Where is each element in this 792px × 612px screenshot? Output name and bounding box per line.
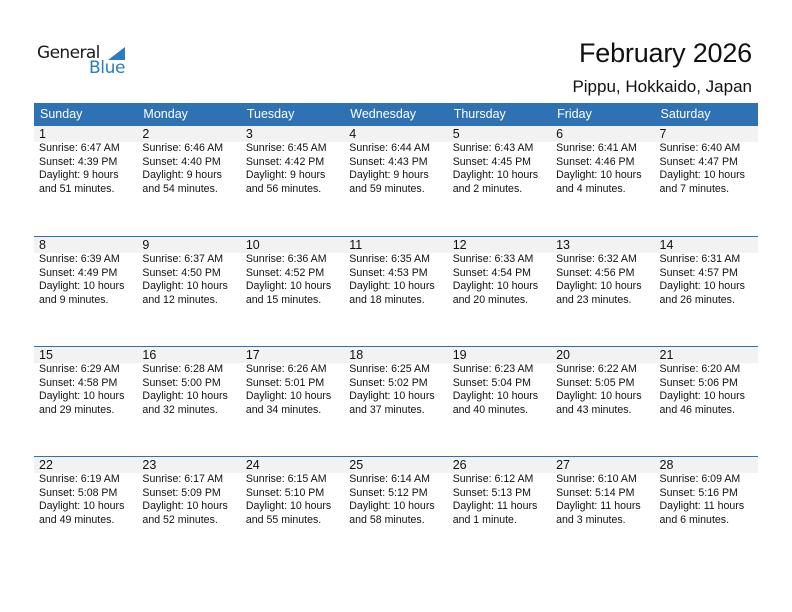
day-cell [551, 142, 654, 196]
day-cell [344, 142, 447, 196]
daylight-text: Daylight: 10 hours [349, 500, 435, 513]
day-number: 27 [556, 458, 571, 472]
daylight-text: Daylight: 9 hours [39, 169, 119, 182]
day-number: 21 [659, 348, 674, 362]
day-number: 25 [349, 458, 364, 472]
daylight-text: Daylight: 10 hours [245, 280, 332, 293]
daylight-text: and 34 minutes. [245, 403, 322, 416]
day-number: 23 [142, 458, 157, 472]
sunrise-text: Sunrise: 6:25 AM [349, 363, 430, 375]
daylight-text: and 49 minutes. [39, 513, 115, 526]
sunset-text: Sunset: 5:00 PM [142, 376, 221, 389]
daylight-text: Daylight: 10 hours [39, 390, 125, 403]
week-row [34, 236, 758, 346]
daylight-text: and 2 minutes. [452, 182, 523, 195]
page-title: February 2026 [578, 38, 752, 68]
logo-text-general: General [37, 43, 100, 63]
day-number: 12 [452, 238, 467, 252]
sunrise-text: Sunrise: 6:19 AM [39, 473, 120, 485]
dow-wednesday: Wednesday [350, 107, 417, 121]
sunrise-text: Sunrise: 6:09 AM [659, 473, 741, 485]
daylight-text: Daylight: 10 hours [452, 169, 539, 182]
sunset-text: Sunset: 5:14 PM [556, 486, 635, 499]
day-number-row [34, 347, 758, 363]
day-number-row [34, 126, 758, 142]
day-number: 9 [142, 238, 150, 252]
sunrise-text: Sunrise: 6:22 AM [556, 363, 637, 375]
daylight-text: and 18 minutes. [349, 293, 425, 306]
sunset-text: Sunset: 4:42 PM [245, 155, 325, 168]
logo [37, 43, 137, 79]
dow-friday: Friday [557, 107, 592, 121]
daylight-text: Daylight: 10 hours [39, 280, 125, 293]
sunrise-text: Sunrise: 6:29 AM [39, 363, 120, 375]
daylight-text: Daylight: 10 hours [452, 280, 539, 293]
daylight-text: Daylight: 10 hours [349, 280, 435, 293]
sunset-text: Sunset: 4:43 PM [349, 155, 428, 168]
daylight-text: Daylight: 10 hours [142, 280, 228, 293]
day-info-row [34, 363, 758, 417]
sunset-text: Sunset: 4:49 PM [39, 266, 118, 279]
day-number: 24 [245, 458, 260, 472]
daylight-text: Daylight: 9 hours [245, 169, 326, 182]
day-number: 16 [142, 348, 157, 362]
sunrise-text: Sunrise: 6:35 AM [349, 253, 430, 265]
sunset-text: Sunset: 4:54 PM [452, 266, 532, 279]
sunrise-text: Sunrise: 6:10 AM [556, 473, 637, 485]
day-cell [655, 253, 758, 307]
week-row [34, 346, 758, 456]
day-number: 5 [452, 127, 460, 141]
sunset-text: Sunset: 5:09 PM [142, 486, 221, 499]
sunset-text: Sunset: 4:39 PM [39, 155, 118, 168]
sunrise-text: Sunrise: 6:41 AM [556, 142, 637, 154]
daylight-text: and 23 minutes. [556, 293, 632, 306]
sunset-text: Sunset: 5:04 PM [452, 376, 532, 389]
sunrise-text: Sunrise: 6:15 AM [245, 473, 327, 485]
day-cell [241, 142, 344, 196]
day-of-week-header [34, 103, 758, 126]
sunset-text: Sunset: 4:40 PM [142, 155, 221, 168]
daylight-text: Daylight: 10 hours [556, 390, 642, 403]
week-row [34, 126, 758, 236]
day-cell [241, 253, 344, 307]
daylight-text: Daylight: 10 hours [659, 169, 745, 182]
sunrise-text: Sunrise: 6:17 AM [142, 473, 224, 485]
dow-tuesday: Tuesday [246, 107, 295, 121]
daylight-text: and 7 minutes. [659, 182, 730, 195]
sunset-text: Sunset: 4:46 PM [556, 155, 635, 168]
day-number: 1 [39, 127, 46, 141]
sunset-text: Sunset: 4:47 PM [659, 155, 738, 168]
sunrise-text: Sunrise: 6:39 AM [39, 253, 120, 265]
dow-saturday: Saturday [660, 107, 711, 121]
week-row [34, 456, 758, 566]
daylight-text: and 20 minutes. [452, 293, 529, 306]
dow-monday: Monday [143, 107, 188, 121]
daylight-text: and 58 minutes. [349, 513, 425, 526]
sunrise-text: Sunrise: 6:45 AM [245, 142, 327, 154]
sunset-text: Sunset: 5:12 PM [349, 486, 428, 499]
dow-sunday: Sunday [40, 107, 83, 121]
day-number: 10 [245, 238, 260, 252]
daylight-text: and 40 minutes. [452, 403, 529, 416]
day-number: 7 [659, 127, 667, 141]
sunrise-text: Sunrise: 6:14 AM [349, 473, 430, 485]
day-info-row [34, 473, 758, 527]
daylight-text: and 26 minutes. [659, 293, 735, 306]
daylight-text: Daylight: 11 hours [556, 500, 641, 513]
day-cell [241, 473, 344, 527]
day-number: 19 [452, 348, 467, 362]
day-cell [655, 142, 758, 196]
day-cell [551, 473, 654, 527]
daylight-text: Daylight: 10 hours [349, 390, 435, 403]
daylight-text: and 6 minutes. [659, 513, 730, 526]
day-number-row [34, 237, 758, 253]
day-number: 8 [39, 238, 46, 252]
sunset-text: Sunset: 5:13 PM [452, 486, 532, 499]
sunset-text: Sunset: 4:56 PM [556, 266, 635, 279]
sunset-text: Sunset: 5:10 PM [245, 486, 325, 499]
daylight-text: Daylight: 10 hours [39, 500, 125, 513]
sunrise-text: Sunrise: 6:40 AM [659, 142, 741, 154]
day-cell [448, 253, 551, 307]
day-number: 11 [349, 238, 363, 252]
day-cell [344, 253, 447, 307]
day-number: 26 [452, 458, 467, 472]
sunset-text: Sunset: 4:53 PM [349, 266, 428, 279]
daylight-text: Daylight: 10 hours [245, 500, 332, 513]
day-cell [34, 253, 137, 307]
sunset-text: Sunset: 4:45 PM [452, 155, 532, 168]
sunrise-text: Sunrise: 6:33 AM [452, 253, 534, 265]
daylight-text: and 12 minutes. [142, 293, 218, 306]
daylight-text: and 32 minutes. [142, 403, 218, 416]
day-cell [448, 473, 551, 527]
day-cell [344, 363, 447, 417]
day-number: 13 [556, 238, 571, 252]
daylight-text: Daylight: 11 hours [452, 500, 538, 513]
daylight-text: Daylight: 9 hours [349, 169, 429, 182]
day-cell [241, 363, 344, 417]
weeks-container [34, 126, 758, 566]
calendar-grid [34, 103, 758, 566]
sunset-text: Sunset: 4:52 PM [245, 266, 325, 279]
sunrise-text: Sunrise: 6:31 AM [659, 253, 741, 265]
day-number: 17 [245, 348, 260, 362]
day-cell [34, 363, 137, 417]
sunrise-text: Sunrise: 6:36 AM [245, 253, 327, 265]
daylight-text: and 54 minutes. [142, 182, 218, 195]
day-number: 6 [556, 127, 564, 141]
day-number: 28 [659, 458, 674, 472]
sunrise-text: Sunrise: 6:23 AM [452, 363, 534, 375]
sunrise-text: Sunrise: 6:44 AM [349, 142, 430, 154]
day-cell [551, 253, 654, 307]
daylight-text: and 15 minutes. [245, 293, 322, 306]
day-cell [34, 142, 137, 196]
sunrise-text: Sunrise: 6:28 AM [142, 363, 224, 375]
sunset-text: Sunset: 5:08 PM [39, 486, 118, 499]
daylight-text: and 51 minutes. [39, 182, 115, 195]
daylight-text: Daylight: 10 hours [142, 500, 228, 513]
day-cell [137, 142, 240, 196]
daylight-text: and 56 minutes. [245, 182, 322, 195]
sunset-text: Sunset: 5:06 PM [659, 376, 738, 389]
day-number: 22 [39, 458, 53, 472]
day-number: 20 [556, 348, 571, 362]
sunset-text: Sunset: 4:58 PM [39, 376, 118, 389]
day-cell [137, 473, 240, 527]
daylight-text: Daylight: 10 hours [142, 390, 228, 403]
daylight-text: and 46 minutes. [659, 403, 735, 416]
daylight-text: and 9 minutes. [39, 293, 109, 306]
day-number: 3 [245, 127, 253, 141]
daylight-text: Daylight: 10 hours [245, 390, 332, 403]
dow-thursday: Thursday [453, 107, 506, 121]
sunset-text: Sunset: 5:02 PM [349, 376, 428, 389]
day-cell [34, 473, 137, 527]
day-cell [448, 142, 551, 196]
day-cell [655, 473, 758, 527]
sunrise-text: Sunrise: 6:32 AM [556, 253, 637, 265]
sunrise-text: Sunrise: 6:37 AM [142, 253, 224, 265]
sunset-text: Sunset: 5:16 PM [659, 486, 738, 499]
daylight-text: Daylight: 10 hours [659, 390, 745, 403]
sunrise-text: Sunrise: 6:20 AM [659, 363, 741, 375]
day-info-row [34, 253, 758, 307]
day-number-row [34, 457, 758, 473]
sunrise-text: Sunrise: 6:12 AM [452, 473, 534, 485]
sunrise-text: Sunrise: 6:47 AM [39, 142, 120, 154]
day-number: 4 [349, 127, 357, 141]
day-number: 2 [142, 127, 150, 141]
daylight-text: Daylight: 10 hours [659, 280, 745, 293]
sunrise-text: Sunrise: 6:43 AM [452, 142, 534, 154]
day-cell [344, 473, 447, 527]
daylight-text: Daylight: 9 hours [142, 169, 222, 182]
sunset-text: Sunset: 4:57 PM [659, 266, 738, 279]
sunset-text: Sunset: 5:05 PM [556, 376, 635, 389]
day-number: 18 [349, 348, 364, 362]
sunrise-text: Sunrise: 6:46 AM [142, 142, 224, 154]
daylight-text: and 29 minutes. [39, 403, 115, 416]
sunset-text: Sunset: 4:50 PM [142, 266, 221, 279]
daylight-text: and 43 minutes. [556, 403, 632, 416]
day-number: 14 [659, 238, 674, 252]
day-info-row [34, 142, 758, 196]
day-cell [551, 363, 654, 417]
day-cell [448, 363, 551, 417]
daylight-text: and 3 minutes. [556, 513, 626, 526]
sunset-text: Sunset: 5:01 PM [245, 376, 325, 389]
day-cell [137, 363, 240, 417]
daylight-text: Daylight: 11 hours [659, 500, 745, 513]
daylight-text: and 55 minutes. [245, 513, 322, 526]
daylight-text: Daylight: 10 hours [556, 280, 642, 293]
daylight-text: and 4 minutes. [556, 182, 626, 195]
sunrise-text: Sunrise: 6:26 AM [245, 363, 327, 375]
daylight-text: Daylight: 10 hours [556, 169, 642, 182]
daylight-text: and 1 minute. [452, 513, 517, 526]
logo-text-blue: Blue [89, 58, 126, 78]
daylight-text: and 37 minutes. [349, 403, 425, 416]
daylight-text: and 52 minutes. [142, 513, 218, 526]
day-cell [655, 363, 758, 417]
daylight-text: Daylight: 10 hours [452, 390, 539, 403]
location-subtitle: Pippu, Hokkaido, Japan [572, 77, 752, 96]
day-number: 15 [39, 348, 53, 362]
daylight-text: and 59 minutes. [349, 182, 425, 195]
day-cell [137, 253, 240, 307]
